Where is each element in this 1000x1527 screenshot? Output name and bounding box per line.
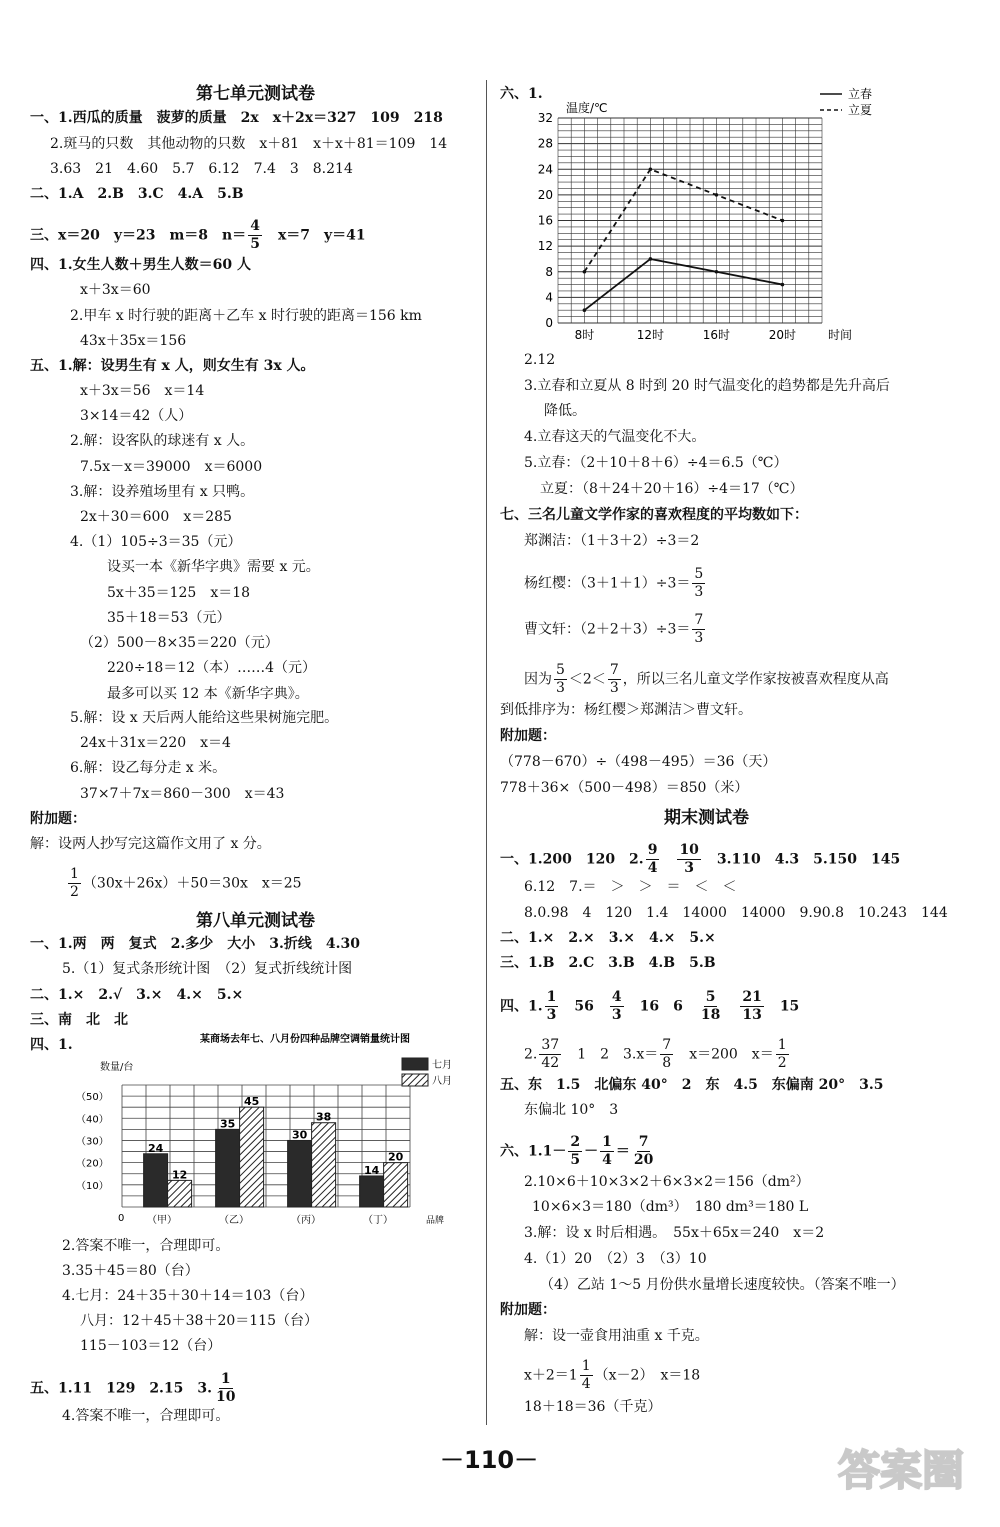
y-tick-label: 24 xyxy=(537,162,553,177)
x-tick-label: 12时 xyxy=(636,328,665,342)
category-label: （丙） xyxy=(291,1215,321,1226)
u7-line: 220÷18＝12（本）……4（元） xyxy=(107,660,316,676)
fin-line-text: － xyxy=(584,1143,599,1160)
numerator: 5 xyxy=(556,662,565,678)
u8-line: 三、南 北 北 xyxy=(30,1012,128,1028)
fraction xyxy=(660,1037,673,1072)
bar-七月 xyxy=(360,1176,384,1207)
denominator: 5 xyxy=(570,1152,581,1168)
fin-line-text: 16 6 xyxy=(639,998,683,1015)
numerator: 1 xyxy=(777,1037,787,1053)
u7-line-text: 三、x＝20 y＝23 m＝8 n＝ xyxy=(30,227,247,244)
fin-line-text: 56 xyxy=(574,998,594,1015)
fin-line xyxy=(524,1037,791,1072)
u8-line: 3.35＋45＝80（台） xyxy=(62,1263,199,1279)
legend-label: 立春 xyxy=(848,87,873,101)
fraction xyxy=(68,866,81,901)
bar-chart-ylabel: 数量/台 xyxy=(100,1062,134,1073)
r6-line: （778－670）÷（498－495）＝36（天） xyxy=(500,754,777,770)
denominator: 4 xyxy=(602,1152,612,1168)
y-tick-label: 0 xyxy=(118,1213,125,1224)
numerator: 37 xyxy=(541,1037,560,1053)
u7-line: 二、1.A 2.B 3.C 4.A 5.B xyxy=(30,186,244,202)
bar-七月 xyxy=(216,1129,240,1207)
fin-line-text: 15 xyxy=(779,998,800,1015)
u7-line: 3×14＝42（人） xyxy=(80,408,193,424)
fin-line xyxy=(500,842,900,877)
denominator: 2 xyxy=(777,1055,787,1071)
data-point xyxy=(649,257,653,261)
fraction xyxy=(545,989,559,1024)
u7-line: 6.解：设乙每分走 x 米。 xyxy=(70,760,227,776)
fraction xyxy=(776,1037,789,1072)
denominator: 3 xyxy=(609,680,619,696)
data-point xyxy=(781,283,785,287)
denominator: 20 xyxy=(633,1152,654,1168)
numerator: 7 xyxy=(694,612,704,628)
x-tick-label: 20时 xyxy=(768,328,797,342)
fin-line: 二、1.× 2.× 3.× 4.× 5.× xyxy=(500,930,716,946)
denominator: 42 xyxy=(541,1055,560,1071)
fin-line-text: （x－2） x＝18 xyxy=(594,1367,701,1384)
u8-line: 4.答案不唯一，合理即可。 xyxy=(62,1408,230,1424)
u7-line: 37×7＋7x＝860－300 x＝43 xyxy=(80,786,285,802)
fraction xyxy=(214,1371,237,1406)
bar-八月 xyxy=(240,1107,264,1207)
unit7-title: 第七单元测试卷 xyxy=(196,84,315,104)
r6-line: 郑渊洁：（1＋3＋2）÷3＝2 xyxy=(524,533,700,549)
u7-line: 2.斑马的只数 其他动物的只数 x＋81 x＋x＋81＝109 14 xyxy=(50,136,448,152)
u7-line xyxy=(66,866,302,901)
bar-value-label: 30 xyxy=(291,1128,308,1142)
fin-line-text: x＋2＝1 xyxy=(524,1367,578,1384)
u7-line: 最多可以买 12 本《新华字典》。 xyxy=(107,686,309,702)
line-chart-xlabel: 时间 xyxy=(828,328,853,342)
u7-line: 一、1.西瓜的质量 菠萝的质量 2x x＋2x＝327 109 218 xyxy=(30,110,443,126)
fin-line xyxy=(524,1358,700,1393)
r6-line-text: ，所以三名儿童文学作家按被喜欢程度从高 xyxy=(622,671,889,688)
bar-chart xyxy=(60,1030,480,1230)
r6-line: 到低排序为：杨红樱＞郑渊洁＞曹文轩。 xyxy=(500,702,752,718)
y-tick-label: （10） xyxy=(76,1180,109,1192)
fin-line: 8.0.98 4 120 1.4 14000 14000 9.90.8 10.243 144 xyxy=(524,905,948,921)
fin-line: 三、1.B 2.C 3.B 4.B 5.B xyxy=(500,955,716,971)
u8-line: 四、1. xyxy=(30,1037,73,1053)
numerator: 7 xyxy=(638,1134,649,1150)
y-tick-label: 16 xyxy=(537,213,553,228)
fin-line: 18＋18＝36（千克） xyxy=(524,1399,662,1415)
page-number: －110－ xyxy=(440,1446,539,1474)
u8-line: 一、1.两 两 复式 2.多少 大小 3.折线 4.30 xyxy=(30,936,360,952)
u7-line: x＋3x＝56 x＝14 xyxy=(80,383,205,399)
legend-label: 立夏 xyxy=(848,103,873,117)
u7-line: 5.解：设 x 天后两人能给这些果树施完肥。 xyxy=(70,710,339,726)
fraction xyxy=(677,842,700,877)
r6-line: 3.立春和立夏从 8 时到 20 时气温变化的趋势都是先升高后 xyxy=(524,378,890,394)
bar-value-label: 38 xyxy=(315,1110,332,1124)
fin-line: 10×6×3＝180（dm³） 180 dm³＝180 L xyxy=(532,1199,809,1215)
numerator: 9 xyxy=(647,842,658,858)
u7-line: 5x＋35＝125 x＝18 xyxy=(107,585,251,601)
r6-line xyxy=(524,662,889,697)
fraction xyxy=(600,1134,614,1169)
r6-line-text: 因为 xyxy=(524,671,552,688)
denominator: 10 xyxy=(216,1389,236,1405)
y-tick-label: 32 xyxy=(537,111,553,125)
u7-line: 设买一本《新华字典》需要 x 元。 xyxy=(107,559,320,575)
fraction xyxy=(539,1037,561,1072)
y-tick-label: 4 xyxy=(545,290,553,305)
numerator: 1 xyxy=(546,989,557,1005)
bar-value-label: 45 xyxy=(243,1095,260,1109)
bar-value-label: 24 xyxy=(147,1141,164,1155)
x-tick-label: 8时 xyxy=(574,328,595,342)
denominator: 3 xyxy=(546,1007,557,1023)
r6-line: 2.12 xyxy=(524,352,556,368)
r6-line-text: 曹文轩：（2＋2＋3）÷3＝ xyxy=(524,621,691,638)
u7-line: 四、1.女生人数＋男生人数＝60 人 xyxy=(30,257,251,273)
r6-line: 立夏：（8＋24＋20＋16）÷4＝17（℃） xyxy=(540,481,804,497)
fin-line-text: 3.110 4.3 5.150 145 xyxy=(716,851,901,868)
fin-line-text: 六、1.1－ xyxy=(500,1143,567,1160)
legend-label: 七月 xyxy=(432,1060,452,1071)
fin-line-text: 一、1.200 120 2. xyxy=(500,851,644,868)
fin-line-text: x＝200 x＝ xyxy=(689,1046,774,1063)
category-label: （甲） xyxy=(147,1215,177,1226)
u8-line: 二、1.× 2.√ 3.× 4.× 5.× xyxy=(30,987,244,1003)
y-tick-label: （20） xyxy=(76,1158,109,1170)
fraction xyxy=(699,989,722,1024)
data-point xyxy=(781,219,785,223)
u8-line: 5.（1）复式条形统计图 （2）复式折线统计图 xyxy=(62,961,353,977)
data-point xyxy=(583,308,587,312)
bar-value-label: 20 xyxy=(387,1150,404,1164)
u7-line: 2.甲车 x 时行驶的距离＋乙车 x 时行驶的距离＝156 km xyxy=(70,308,422,324)
fin-line: 4.（1）20 （2）3 （3）10 xyxy=(524,1251,707,1267)
fin-line-text: 2. xyxy=(524,1046,538,1063)
data-point xyxy=(649,167,653,171)
numerator: 7 xyxy=(609,662,619,678)
numerator: 10 xyxy=(679,842,699,858)
denominator: 3 xyxy=(684,860,695,876)
data-point xyxy=(715,270,719,274)
y-tick-label: 8 xyxy=(545,264,553,279)
fin-line: （4）乙站 1～5 月份供水量增长速度较快。（答案不唯一） xyxy=(540,1277,905,1293)
u7-line: 附加题： xyxy=(30,811,86,827)
u7-line: 35＋18＝53（元） xyxy=(107,610,231,626)
r6-line xyxy=(524,566,707,601)
bar-chart-xlabel: 品牌 xyxy=(426,1216,445,1226)
denominator: 3 xyxy=(611,1007,622,1023)
final-title: 期末测试卷 xyxy=(664,808,749,828)
u7-line xyxy=(30,218,366,253)
six-label: 六、1. xyxy=(500,86,543,102)
fraction xyxy=(692,612,705,647)
u8-line xyxy=(30,1371,240,1406)
u7-line: 2x＋30＝600 x＝285 xyxy=(80,509,232,525)
fin-line: 2.10×6＋10×3×2＋6×3×2＝156（dm²） xyxy=(524,1174,810,1190)
fraction xyxy=(248,218,262,253)
denominator: 13 xyxy=(742,1007,762,1023)
fin-line: 五、东 1.5 北偏东 40° 2 东 4.5 东偏南 20° 3.5 xyxy=(500,1077,884,1093)
u8-line: 4.七月：24＋35＋30＋14＝103（台） xyxy=(62,1288,314,1304)
y-tick-label: 28 xyxy=(537,136,553,151)
y-tick-label: （30） xyxy=(76,1136,109,1148)
u8-line: 2.答案不唯一，合理即可。 xyxy=(62,1238,230,1254)
y-tick-label: （50） xyxy=(76,1092,109,1104)
denominator: 3 xyxy=(694,584,704,600)
y-tick-label: 0 xyxy=(545,316,553,330)
denominator: 5 xyxy=(250,236,260,252)
bar-value-label: 35 xyxy=(219,1117,236,1131)
u7-line: （2）500－8×35＝220（元） xyxy=(80,635,279,651)
u7-line-text: x＝7 y＝41 xyxy=(277,227,366,244)
u7-line: 解：设两人抄写完这篇作文用了 x 分。 xyxy=(30,836,271,852)
r6-line: 5.立春：（2＋10＋8＋6）÷4＝6.5（℃） xyxy=(524,455,788,471)
r6-line: 七、三名儿童文学作家的喜欢程度的平均数如下： xyxy=(500,507,808,523)
u7-line: 4.（1）105÷3＝35（元） xyxy=(70,534,242,550)
fin-line-text: 四、1. xyxy=(500,998,543,1015)
u7-line: 3.解：设养殖场里有 x 只鸭。 xyxy=(70,484,255,500)
category-label: （丁） xyxy=(363,1215,393,1226)
unit8-title: 第八单元测试卷 xyxy=(196,911,315,931)
fin-line: 3.解：设 x 时后相遇。 55x＋65x＝240 x＝2 xyxy=(524,1225,825,1241)
u7-line-text: （30x＋26x）＋50＝30x x＝25 xyxy=(82,875,302,892)
line-chart-ylabel: 温度/℃ xyxy=(566,101,608,115)
data-point xyxy=(715,193,719,197)
u7-line: 五、1.解：设男生有 x 人，则女生有 3x 人。 xyxy=(30,358,315,374)
watermark-text: 答案圈 xyxy=(837,1446,965,1495)
numerator: 5 xyxy=(705,989,716,1005)
legend-label: 八月 xyxy=(432,1076,452,1087)
column-divider xyxy=(486,80,487,1425)
r6-line: 4.立春这天的气温变化不大。 xyxy=(524,429,706,445)
watermark-logo xyxy=(806,1430,996,1525)
fin-line: 6.12 7.＝ ＞ ＞ ＝ ＜ ＜ xyxy=(524,879,737,895)
r6-line: 降低。 xyxy=(544,403,586,419)
numerator: 4 xyxy=(611,989,622,1005)
bar-七月 xyxy=(144,1154,168,1207)
fraction xyxy=(580,1358,593,1393)
fraction xyxy=(608,662,621,697)
numerator: 21 xyxy=(742,989,762,1005)
fraction xyxy=(610,989,624,1024)
fin-line: 东偏北 10° 3 xyxy=(524,1102,619,1118)
fin-line xyxy=(500,989,799,1024)
r6-line: 附加题： xyxy=(500,728,556,744)
line-chart xyxy=(530,84,895,346)
u7-line: 7.5x－x＝39000 x＝6000 xyxy=(80,459,263,475)
u7-line: 3.63 21 4.60 5.7 6.12 7.4 3 8.214 xyxy=(50,161,353,177)
fraction xyxy=(692,566,705,601)
fraction xyxy=(646,842,660,877)
fin-line-text: ＝ xyxy=(615,1143,630,1160)
bar-value-label: 12 xyxy=(171,1168,188,1182)
fin-line xyxy=(500,1134,657,1169)
u7-line: x＋3x＝60 xyxy=(80,282,151,298)
numerator: 1 xyxy=(220,1371,231,1387)
denominator: 4 xyxy=(647,860,658,876)
denominator: 3 xyxy=(556,680,565,696)
fraction xyxy=(554,662,567,697)
fraction xyxy=(632,1134,655,1169)
numerator: 5 xyxy=(694,566,704,582)
r6-line-text: ＜2＜ xyxy=(568,671,606,688)
r6-line: 778＋36×（500－498）＝850（米） xyxy=(500,780,749,796)
denominator: 3 xyxy=(694,630,704,646)
u7-line: 2.解：设客队的球迷有 x 人。 xyxy=(70,433,255,449)
fraction xyxy=(740,989,763,1024)
legend-swatch xyxy=(402,1058,428,1070)
u8-line-text: 五、1.11 129 2.15 3. xyxy=(30,1380,213,1397)
numerator: 4 xyxy=(250,218,260,234)
denominator: 4 xyxy=(581,1376,591,1392)
legend-swatch xyxy=(402,1074,428,1086)
u7-line: 43x＋35x＝156 xyxy=(80,333,187,349)
u8-line: 八月：12＋45＋38＋20＝115（台） xyxy=(80,1313,318,1329)
bar-value-label: 14 xyxy=(363,1163,380,1177)
data-point xyxy=(583,270,587,274)
x-tick-label: 16时 xyxy=(702,328,731,342)
fin-line: 解：设一壶食用油重 x 千克。 xyxy=(524,1328,709,1344)
bar-八月 xyxy=(384,1163,408,1207)
y-tick-label: 12 xyxy=(537,239,553,254)
denominator: 18 xyxy=(700,1007,721,1023)
bar-八月 xyxy=(312,1123,336,1207)
u8-line: 115－103＝12（台） xyxy=(80,1338,222,1354)
numerator: 1 xyxy=(70,866,79,882)
r6-line xyxy=(524,612,707,647)
bar-八月 xyxy=(168,1180,192,1207)
fraction xyxy=(568,1134,582,1169)
bar-chart-title: 某商场去年七、八月份四种品牌空调销量统计图 xyxy=(200,1034,410,1045)
fin-line-text: 1 2 3.x＝ xyxy=(577,1046,659,1063)
denominator: 8 xyxy=(662,1055,672,1071)
denominator: 2 xyxy=(70,884,79,900)
category-label: （乙） xyxy=(219,1215,249,1226)
numerator: 1 xyxy=(581,1358,591,1374)
y-tick-label: 20 xyxy=(537,187,553,202)
numerator: 1 xyxy=(602,1134,612,1150)
bar-七月 xyxy=(288,1140,312,1207)
y-tick-label: （40） xyxy=(76,1114,109,1126)
numerator: 2 xyxy=(570,1134,581,1150)
r6-line-text: 杨红樱：（3＋1＋1）÷3＝ xyxy=(524,575,691,592)
u7-line: 24x＋31x＝220 x＝4 xyxy=(80,735,231,751)
fin-line: 附加题： xyxy=(500,1302,556,1318)
numerator: 7 xyxy=(662,1037,672,1053)
